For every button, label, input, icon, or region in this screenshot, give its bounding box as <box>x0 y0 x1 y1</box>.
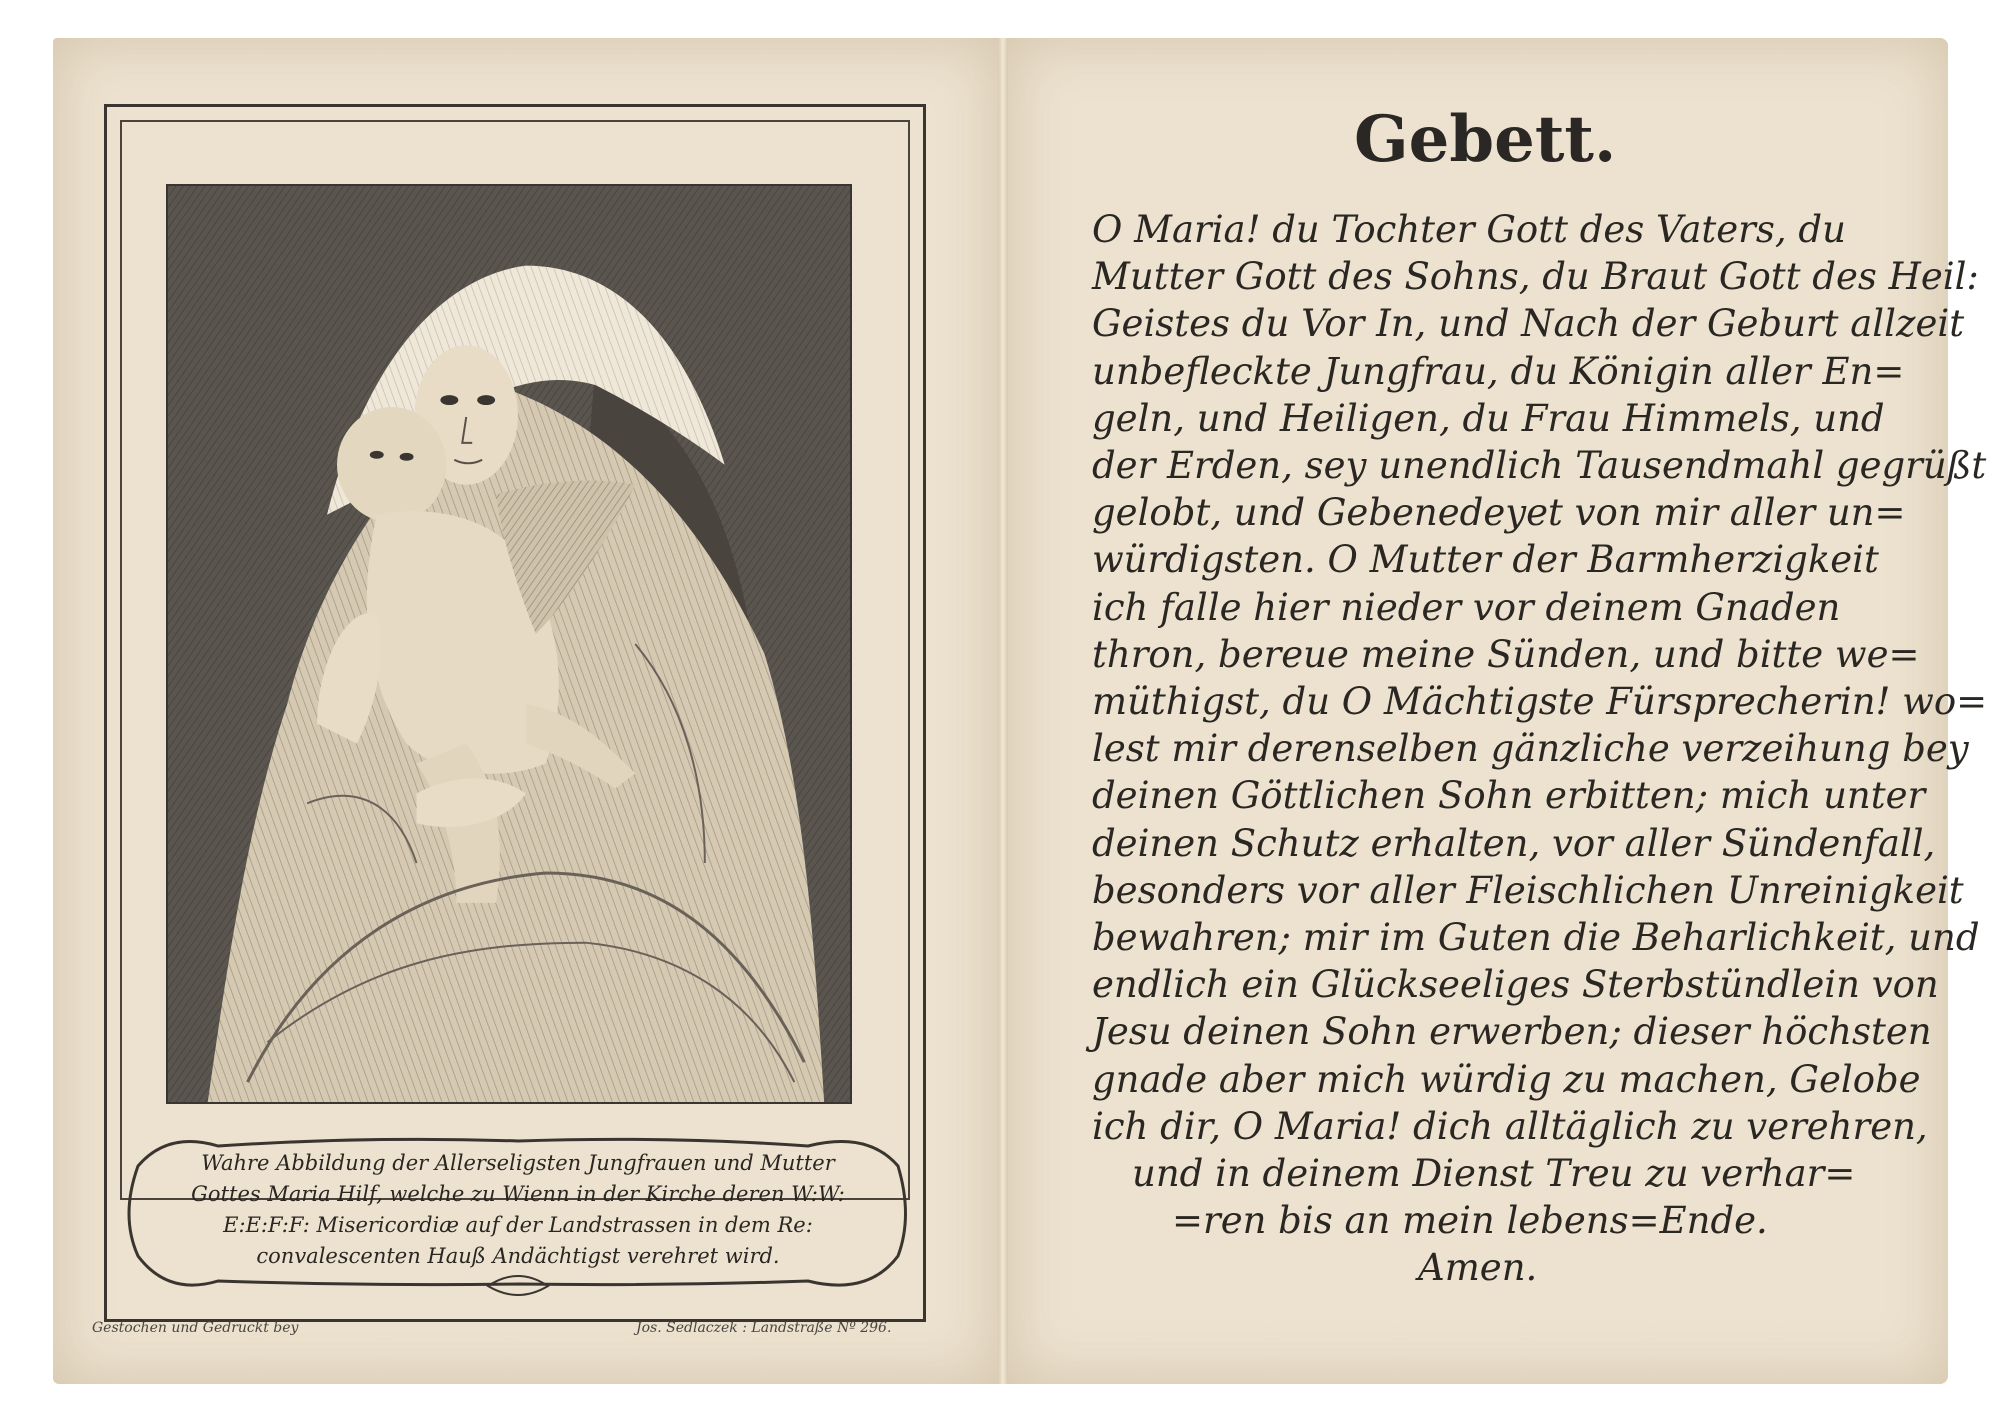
printer-address: Jos. Sedlaczek : Landstraße Nº 296. <box>636 1320 892 1336</box>
prayer-line: O Maria! du Tochter Gott des Vaters, du <box>1092 208 1846 251</box>
caption-line: E:E:F:F: Misericordiæ auf der Landstrassen in dem Re: <box>223 1213 813 1237</box>
prayer-line: thron, bereue meine Sünden, und bitte we= <box>1092 632 1920 676</box>
prayer-line: geln, und Heiligen, du Frau Himmels, und <box>1092 396 1885 440</box>
madonna-and-child-engraving <box>168 186 850 1102</box>
caption-line: Wahre Abbildung der Allerseligsten Jungfrauen und Mutter <box>201 1151 835 1175</box>
prayer-title: Gebett. <box>1354 102 1617 177</box>
prayer-line: ich falle hier nieder vor deinem Gnaden <box>1092 585 1841 629</box>
prayer-line: lest mir derenselben gänzliche verzeihung bey <box>1092 727 1969 771</box>
prayer-line: müthigst, du O Mächtigste Fürsprecherin! wo= <box>1092 680 1988 724</box>
page-fold <box>998 38 1008 1384</box>
prayer-line: Jesu deinen Sohn erwerben; dieser höchsten <box>1092 1010 1932 1054</box>
caption-line: convalescenten Hauß Andächtigst verehret wird. <box>256 1244 780 1268</box>
prayer-line: =ren bis an mein lebens=Ende. <box>1172 1199 1768 1243</box>
prayer-line: gelobt, und Gebenedeyet von mir aller un= <box>1092 491 1906 535</box>
prayer-line: würdigsten. O Mutter der Barmherzigkeit <box>1092 538 1879 582</box>
prayer-line: bewahren; mir im Guten die Beharlichkeit, und <box>1092 916 1980 960</box>
caption-line: Gottes Maria Hilf, welche zu Wienn in der Kirche deren W:W: <box>191 1182 845 1206</box>
prayer-line: deinen Göttlichen Sohn erbitten; mich unter <box>1092 774 1926 818</box>
prayer-line: endlich ein Glückseeliges Sterbstündlein von <box>1092 963 1939 1007</box>
prayer-line: ich dir, O Maria! dich alltäglich zu verehren, <box>1092 1104 1928 1148</box>
prayer-line: gnade aber mich würdig zu machen, Gelobe <box>1092 1057 1921 1101</box>
prayer-line: der Erden, sey unendlich Tausendmahl gegrüßt <box>1092 444 1987 488</box>
engraving-caption <box>138 1148 898 1272</box>
prayer-line: Geistes du Vor In, und Nach der Geburt allzeit <box>1092 302 1965 346</box>
prayer-line: besonders vor aller Fleischlichen Unreinigkeit <box>1092 868 1964 912</box>
prayer-line: unbefleckte Jungfrau, du Königin aller En= <box>1092 349 1905 393</box>
prayer-amen: Amen. <box>1418 1246 1538 1290</box>
engraver-credit: Gestochen und Gedruckt bey <box>92 1320 299 1336</box>
prayer-text <box>1092 206 1988 1292</box>
engraving-picture-frame <box>166 184 852 1104</box>
prayer-line: und in deinem Dienst Treu zu verhar= <box>1132 1152 1856 1196</box>
prayer-line: Mutter Gott des Sohns, du Braut Gott des Heil: <box>1092 255 1979 299</box>
prayer-line: deinen Schutz erhalten, vor aller Sündenfall, <box>1092 821 1936 865</box>
